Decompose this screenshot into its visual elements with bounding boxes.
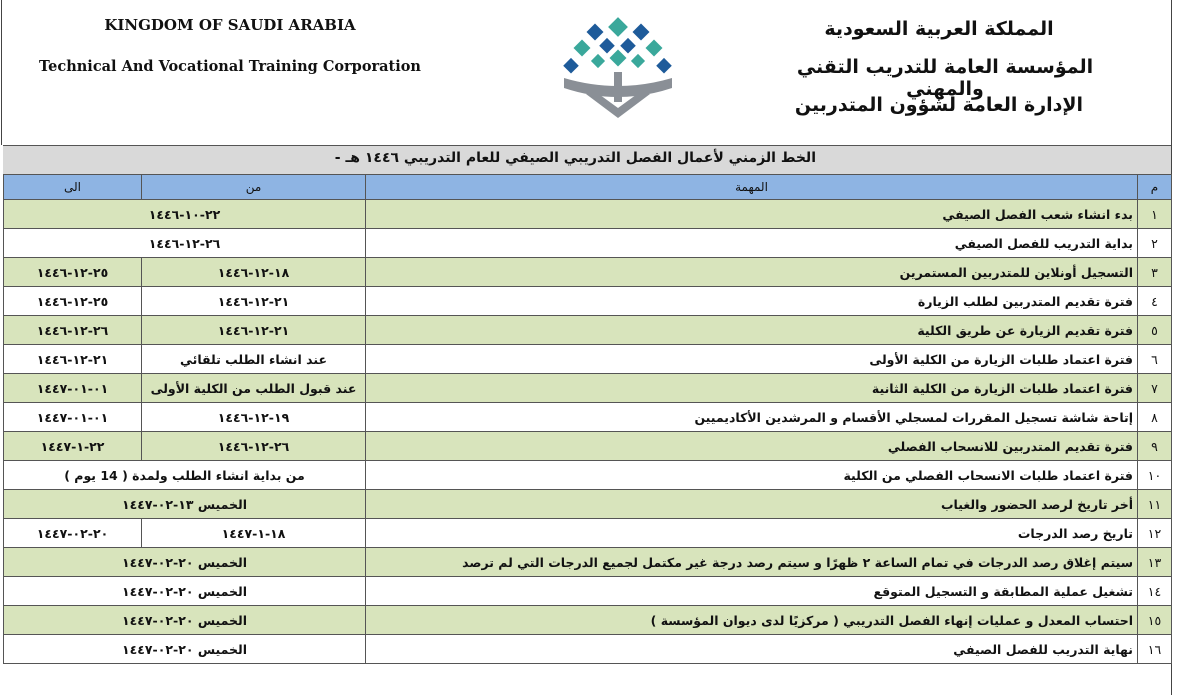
- timeline-title: الخط الزمني لأعمال الفصل التدريبي الصيفي للعام التدريبي ١٤٤٦ هـ -: [334, 150, 816, 166]
- table-row: [4, 635, 1172, 664]
- to-date-cell: ٢٥-١٢-١٤٤٦: [4, 258, 142, 287]
- task-cell: تاريخ رصد الدرجات: [366, 519, 1138, 548]
- to-date-cell: ٢٦-١٢-١٤٤٦: [4, 316, 142, 345]
- row-number: ٤: [1138, 287, 1172, 316]
- table-row: [4, 345, 1172, 374]
- row-number: ١٦: [1138, 635, 1172, 664]
- from-date-cell: ١٨-١-١٤٤٧: [142, 519, 366, 548]
- from-date-cell: ١٨-١٢-١٤٤٦: [142, 258, 366, 287]
- row-number: ١٢: [1138, 519, 1172, 548]
- date-span-cell: من بداية انشاء الطلب ولمدة ( 14 يوم ): [4, 461, 366, 490]
- header-en-country: KINGDOM OF SAUDI ARABIA: [104, 16, 356, 34]
- task-cell: احتساب المعدل و عمليات إنهاء الفصل التدريبي ( مركزيًا لدى ديوان المؤسسة ): [366, 606, 1138, 635]
- task-cell: فترة تقديم الزيارة عن طريق الكلية: [366, 316, 1138, 345]
- task-cell: فترة اعتماد طلبات الزيارة من الكلية الأولى: [366, 345, 1138, 374]
- from-date-cell: ٢١-١٢-١٤٤٦: [142, 287, 366, 316]
- to-date-cell: ٢٥-١٢-١٤٤٦: [4, 287, 142, 316]
- task-cell: التسجيل أونلاين للمتدربين المستمرين: [366, 258, 1138, 287]
- row-number: ٧: [1138, 374, 1172, 403]
- table-row: [4, 548, 1172, 577]
- row-number: ١: [1138, 200, 1172, 229]
- table-row: [4, 229, 1172, 258]
- row-number: ١٤: [1138, 577, 1172, 606]
- to-date-cell: ٢٠-٠٢-١٤٤٧: [4, 519, 142, 548]
- table-row: [4, 432, 1172, 461]
- table-row: [4, 287, 1172, 316]
- date-span-cell: الخميس ١٣-٠٢-١٤٤٧: [4, 490, 366, 519]
- from-date-cell: ١٩-١٢-١٤٤٦: [142, 403, 366, 432]
- date-span-cell: الخميس ٢٠-٠٢-١٤٤٧: [4, 635, 366, 664]
- date-span-cell: الخميس ٢٠-٠٢-١٤٤٧: [4, 606, 366, 635]
- table-row: [4, 490, 1172, 519]
- date-span-cell: الخميس ٢٠-٠٢-١٤٤٧: [4, 548, 366, 577]
- timeline-title-bar: [3, 145, 1171, 175]
- row-number: ٣: [1138, 258, 1172, 287]
- task-cell: تشغيل عملية المطابقة و التسجيل المتوقع: [366, 577, 1138, 606]
- row-number: ٩: [1138, 432, 1172, 461]
- row-number: ١٥: [1138, 606, 1172, 635]
- task-cell: سيتم إغلاق رصد الدرجات في تمام الساعة ٢ ظهرًا و سيتم رصد درجة غير مكتمل لجميع الدرجات التي لم ترصد: [366, 548, 1138, 577]
- table-row: [4, 606, 1172, 635]
- header-ar-corporation: المؤسسة العامة للتدريب التقني والمهني: [796, 56, 1094, 100]
- table-row: [4, 461, 1172, 490]
- table-row: [4, 258, 1172, 287]
- from-date-cell: ٢٦-١٢-١٤٤٦: [142, 432, 366, 461]
- row-number: ١٠: [1138, 461, 1172, 490]
- to-date-cell: ٢٢-١-١٤٤٧: [4, 432, 142, 461]
- row-number: ١١: [1138, 490, 1172, 519]
- task-cell: فترة اعتماد طلبات الزيارة من الكلية الثانية: [366, 374, 1138, 403]
- col-header-to: الى: [4, 175, 142, 200]
- logo-emblem: [563, 17, 672, 118]
- table-row: [4, 316, 1172, 345]
- row-number: ٥: [1138, 316, 1172, 345]
- table-header-row: [4, 175, 1172, 200]
- row-number: ٨: [1138, 403, 1172, 432]
- task-cell: إتاحة شاشة تسجيل المقررات لمسجلي الأقسام و المرشدين الأكاديميين: [366, 403, 1138, 432]
- table-row: [4, 519, 1172, 548]
- to-date-cell: ٠١-٠١-١٤٤٧: [4, 403, 142, 432]
- to-date-cell: ٠١-٠١-١٤٤٧: [4, 374, 142, 403]
- header-en-corporation: Technical And Vocational Training Corporation: [39, 58, 421, 75]
- from-date-cell: عند انشاء الطلب تلقائي: [142, 345, 366, 374]
- col-header-num: م: [1138, 175, 1172, 200]
- to-date-cell: ٢١-١٢-١٤٤٦: [4, 345, 142, 374]
- task-cell: فترة تقديم المتدربين لطلب الزيارة: [366, 287, 1138, 316]
- date-span-cell: ٢٦-١٢-١٤٤٦: [4, 229, 366, 258]
- from-date-cell: عند قبول الطلب من الكلية الأولى: [142, 374, 366, 403]
- table-row: [4, 200, 1172, 229]
- task-cell: فترة تقديم المتدربين للانسحاب الفصلي: [366, 432, 1138, 461]
- row-number: ٢: [1138, 229, 1172, 258]
- col-header-from: من: [142, 175, 366, 200]
- task-cell: بدء انشاء شعب الفصل الصيفي: [366, 200, 1138, 229]
- timeline-table: [3, 174, 1172, 664]
- date-span-cell: الخميس ٢٠-٠٢-١٤٤٧: [4, 577, 366, 606]
- table-row: [4, 374, 1172, 403]
- task-cell: نهاية التدريب للفصل الصيفي: [366, 635, 1138, 664]
- header-ar-department: الإدارة العامة لشؤون المتدربين: [794, 94, 1084, 116]
- from-date-cell: ٢١-١٢-١٤٤٦: [142, 316, 366, 345]
- table-row: [4, 403, 1172, 432]
- task-cell: فترة اعتماد طلبات الانسحاب الفصلي من الكلية: [366, 461, 1138, 490]
- header-ar-country: المملكة العربية السعودية: [824, 18, 1054, 40]
- left-border: [1, 0, 2, 145]
- col-header-task: المهمة: [366, 175, 1138, 200]
- task-cell: بداية التدريب للفصل الصيفي: [366, 229, 1138, 258]
- tvtc-logo: [556, 16, 680, 122]
- task-cell: أخر تاريخ لرصد الحضور والغياب: [366, 490, 1138, 519]
- row-number: ١٣: [1138, 548, 1172, 577]
- date-span-cell: ٢٢-١٠-١٤٤٦: [4, 200, 366, 229]
- row-number: ٦: [1138, 345, 1172, 374]
- table-row: [4, 577, 1172, 606]
